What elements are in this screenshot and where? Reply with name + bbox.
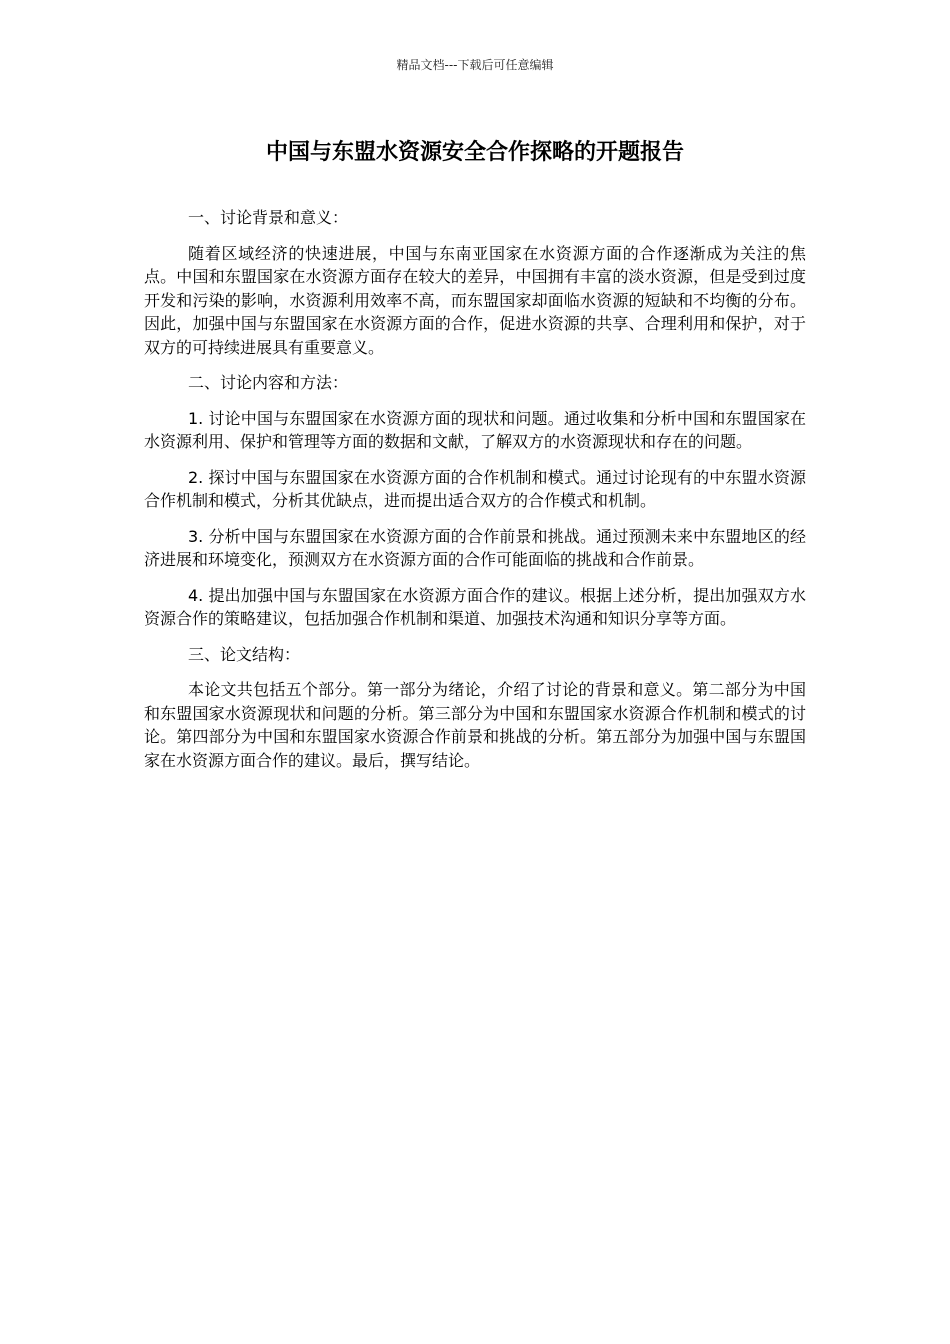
paragraph-item-2: 2. 探讨中国与东盟国家在水资源方面的合作机制和模式。通过讨论现有的中东盟水资源合作机制和模式，分析其优缺点，进而提出适合双方的合作模式和机制。 xyxy=(144,467,806,510)
section-heading-content-methods: 二、讨论内容和方法： xyxy=(188,373,349,392)
document-title: 中国与东盟水资源安全合作探略的开题报告 xyxy=(265,140,684,165)
paragraph-item-1: 1. 讨论中国与东盟国家在水资源方面的现状和问题。通过收集和分析中国和东盟国家在水资源利用、保护和管理等方面的数据和文献，了解双方的水资源现状和存在的问题。 xyxy=(144,408,806,451)
document-body xyxy=(144,206,806,784)
section-heading-structure: 三、论文结构： xyxy=(188,644,301,664)
page-header-watermark: 精品文档---下载后可任意编辑 xyxy=(396,58,554,72)
paragraph-background: 随着区域经济的快速进展，中国与东南亚国家在水资源方面的合作逐渐成为关注的焦点。中国和东盟国家在水资源方面存在较大的差异，中国拥有丰富的淡水资源，但是受到过度开发和污染的影响，水资源利用效率不高，而东盟国家却面临水资源的短缺和不均衡的分布。因此，加强中国与东盟国家在水资源方面的合作，促进水资源的共享、合理利用和保护，对于双方的可持续进展具有重要意义。 xyxy=(144,243,806,357)
section-heading-background: 一、讨论背景和意义： xyxy=(188,208,349,227)
paragraph-item-3: 3. 分析中国与东盟国家在水资源方面的合作前景和挑战。通过预测未来中东盟地区的经济进展和环境变化，预测双方在水资源方面的合作可能面临的挑战和合作前景。 xyxy=(144,526,806,569)
paragraph-item-4: 4. 提出加强中国与东盟国家在水资源方面合作的建议。根据上述分析，提出加强双方水资源合作的策略建议，包括加强合作机制和渠道、加强技术沟通和知识分享等方面。 xyxy=(144,585,806,628)
paragraph-structure: 本论文共包括五个部分。第一部分为绪论，介绍了讨论的背景和意义。第二部分为中国和东盟国家水资源现状和问题的分析。第三部分为中国和东盟国家水资源合作机制和模式的讨论。第四部分为中国和东盟国家水资源合作前景和挑战的分析。第五部分为加强中国与东盟国家在水资源方面合作的建议。最后，撰写结论。 xyxy=(144,680,806,770)
